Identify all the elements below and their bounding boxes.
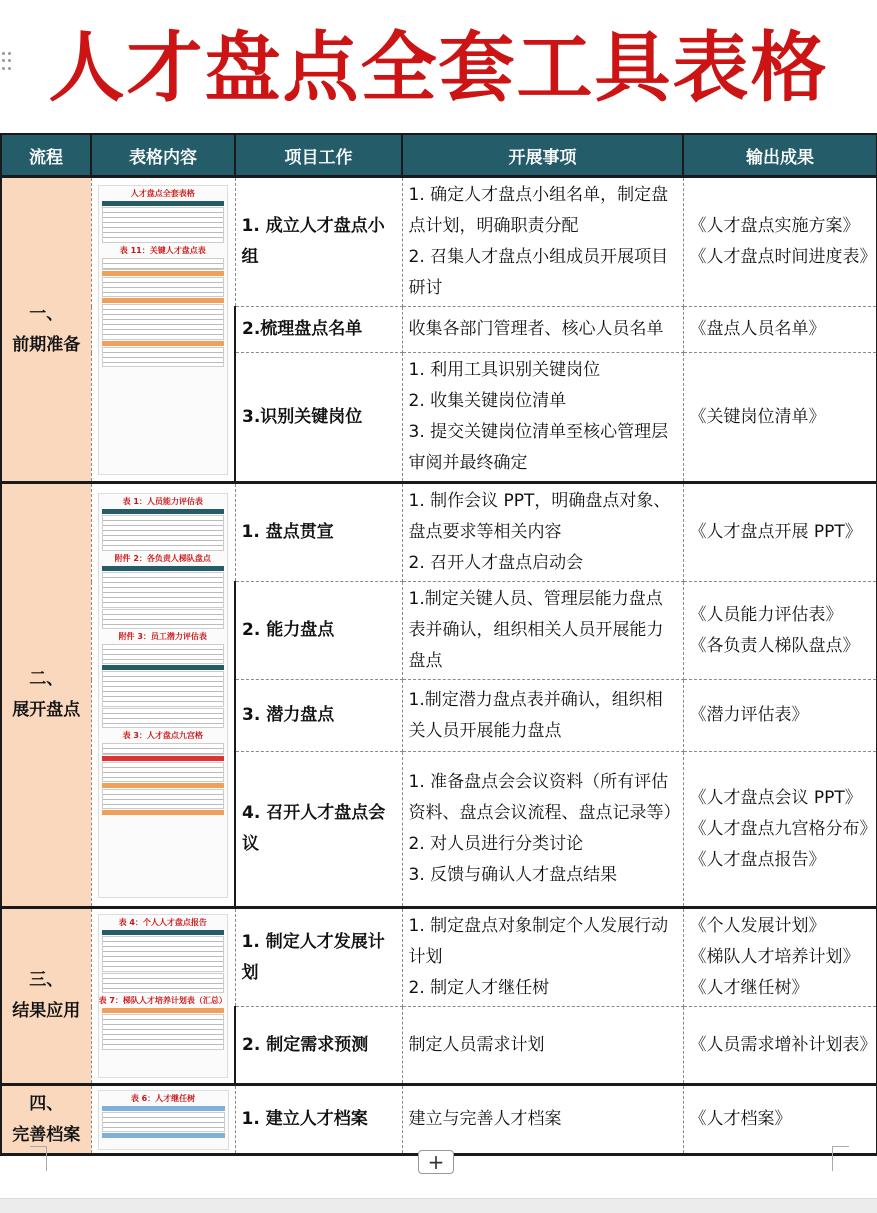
stage-cell: 一、 前期准备 — [1, 177, 91, 483]
output-cell: 《个人发展计划》 《梯队人才培养计划》 《人才继任树》 — [683, 908, 877, 1007]
task-cell: 1. 建立人才档案 — [235, 1085, 402, 1155]
output-cell: 《人员能力评估表》 《各负责人梯队盘点》 — [683, 582, 877, 680]
thumbnail-preview: 表 6：人才继任树 — [91, 1085, 235, 1155]
output-cell: 《人员需求增补计划表》 — [683, 1007, 877, 1085]
output-cell: 《人才盘点会议 PPT》 《人才盘点九宫格分布》 《人才盘点报告》 — [683, 752, 877, 908]
bottom-scrollbar[interactable] — [0, 1198, 877, 1213]
header-project-work: 项目工作 — [235, 134, 402, 177]
table-row — [1, 908, 877, 1007]
page-title: 人才盘点全套工具表格 — [48, 23, 829, 112]
output-cell: 《潜力评估表》 — [683, 680, 877, 752]
table-row — [1, 177, 877, 307]
page-corner-mark — [832, 1146, 849, 1171]
header-outputs: 输出成果 — [683, 134, 877, 177]
stage-cell: 二、 展开盘点 — [1, 483, 91, 908]
activity-cell: 制定人员需求计划 — [402, 1007, 683, 1085]
task-cell: 2. 能力盘点 — [235, 582, 402, 680]
thumbnail-preview: 人才盘点全套表格 表 11：关键人才盘点表 — [91, 177, 235, 483]
task-cell: 1. 制定人才发展计划 — [235, 908, 402, 1007]
stage-cell: 三、 结果应用 — [1, 908, 91, 1085]
output-cell: 《盘点人员名单》 — [683, 307, 877, 353]
activity-cell: 1. 准备盘点会会议资料（所有评估资料、盘点会议流程、盘点记录等） 2. 对人员进行分类讨论 3. 反馈与确认人才盘点结果 — [402, 752, 683, 908]
task-cell: 2. 制定需求预测 — [235, 1007, 402, 1085]
header-activities: 开展事项 — [402, 134, 683, 177]
activity-cell: 1. 制定盘点对象制定个人发展行动计划 2. 制定人才继任树 — [402, 908, 683, 1007]
task-cell: 1. 盘点贯宣 — [235, 483, 402, 582]
activity-cell: 1. 制作会议 PPT，明确盘点对象、盘点要求等相关内容 2. 召开人才盘点启动会 — [402, 483, 683, 582]
task-cell: 3. 潜力盘点 — [235, 680, 402, 752]
output-cell: 《人才盘点开展 PPT》 — [683, 483, 877, 582]
add-block-button[interactable]: + — [418, 1150, 454, 1174]
table-row — [1, 483, 877, 582]
thumbnail-preview: 表 4：个人人才盘点报告 表 7：梯队人才培养计划表（汇总） — [91, 908, 235, 1085]
header-form-content: 表格内容 — [91, 134, 235, 177]
table-row — [1, 1085, 877, 1155]
activity-cell: 1.制定关键人员、管理层能力盘点表并确认，组织相关人员开展能力盘点 — [402, 582, 683, 680]
task-cell: 4. 召开人才盘点会议 — [235, 752, 402, 908]
task-cell: 2.梳理盘点名单 — [235, 307, 402, 353]
activity-cell: 收集各部门管理者、核心人员名单 — [402, 307, 683, 353]
activity-cell: 建立与完善人才档案 — [402, 1085, 683, 1155]
header-row — [1, 134, 877, 177]
task-cell: 3.识别关键岗位 — [235, 353, 402, 483]
process-table — [0, 133, 877, 1156]
thumbnail-preview: 表 1：人员能力评估表 附件 2：各负责人梯队盘点 附件 3：员工潜力评估表 表 3：人才盘点九宫格 — [91, 483, 235, 908]
stage-cell: 四、 完善档案 — [1, 1085, 91, 1155]
output-cell: 《人才档案》 — [683, 1085, 877, 1155]
task-cell: 1. 成立人才盘点小组 — [235, 177, 402, 307]
page-corner-mark — [30, 1146, 47, 1171]
activity-cell: 1.制定潜力盘点表并确认，组织相关人员开展能力盘点 — [402, 680, 683, 752]
header-process: 流程 — [1, 134, 91, 177]
activity-cell: 1. 利用工具识别关键岗位 2. 收集关键岗位清单 3. 提交关键岗位清单至核心管理层审阅并最终确定 — [402, 353, 683, 483]
output-cell: 《关键岗位清单》 — [683, 353, 877, 483]
output-cell: 《人才盘点实施方案》 《人才盘点时间进度表》 — [683, 177, 877, 307]
activity-cell: 1. 确定人才盘点小组名单，制定盘点计划，明确职责分配 2. 召集人才盘点小组成员开展项目研讨 — [402, 177, 683, 307]
